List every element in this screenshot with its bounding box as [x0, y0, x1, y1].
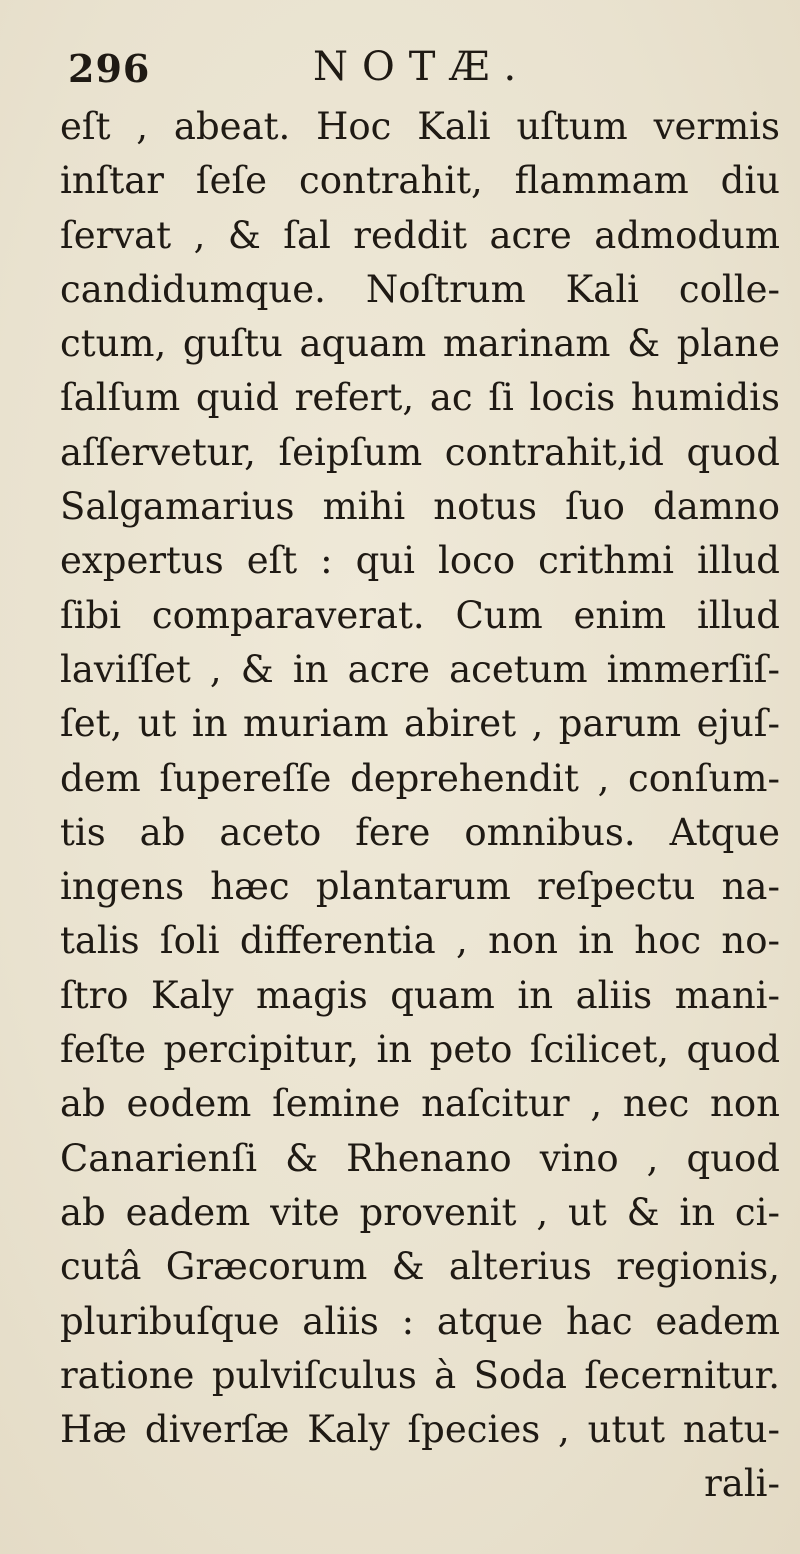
- catchword: rali-: [704, 1462, 780, 1506]
- text-line: dem ſupereſſe deprehendit , conſum-: [60, 756, 780, 800]
- text-line: ingens hæc plantarum reſpectu na-: [60, 865, 780, 909]
- running-head: NOTÆ.: [313, 44, 531, 90]
- text-line: ſervat , & ſal reddit acre admodum: [60, 213, 780, 257]
- text-line: ſibi comparaverat. Cum enim illud: [60, 593, 780, 637]
- text-line: talis ſoli differentia , non in hoc no-: [60, 919, 780, 963]
- text-line: cutâ Græcorum & alterius regionis,: [60, 1245, 780, 1289]
- text-line: ctum, guſtu aquam marinam & plane: [60, 322, 780, 366]
- text-line: ſalſum quid refert, ac ſi locis humidis: [60, 376, 780, 420]
- text-line: Salgamarius mihi notus ſuo damno: [60, 485, 780, 529]
- text-line: ab eodem ſemine naſcitur , nec non: [60, 1082, 780, 1126]
- text-line: ab eadem vite provenit , ut & in ci-: [60, 1190, 780, 1234]
- text-line: candidumque. Noſtrum Kali colle-: [60, 267, 780, 311]
- text-line: eſt , abeat. Hoc Kali uſtum vermis: [60, 105, 780, 148]
- text-line: inſtar ſeſe contrahit, flammam diu: [60, 159, 780, 203]
- page-header: [68, 40, 748, 96]
- page-number: 296: [68, 46, 151, 91]
- text-line: aſſervetur, ſeipſum contrahit,id quod: [60, 430, 780, 474]
- text-line: tis ab aceto fere omnibus. Atque: [60, 810, 780, 854]
- text-line: laviſſet , & in acre acetum immerſiſ-: [60, 647, 780, 691]
- text-line: Hæ diverſæ Kaly ſpecies , utut natu-: [60, 1408, 780, 1452]
- text-line: expertus eſt : qui loco crithmi illud: [60, 539, 780, 583]
- text-line: ſet, ut in muriam abiret , parum ejuſ-: [60, 702, 780, 746]
- text-line: ſtro Kaly magis quam in aliis mani-: [60, 973, 780, 1017]
- text-line: feſte percipitur, in peto ſcilicet, quod: [60, 1028, 780, 1072]
- text-body: [60, 100, 780, 1512]
- text-line: ratione pulviſculus à Soda ſecernitur.: [60, 1353, 780, 1397]
- text-line: Canarienſi & Rhenano vino , quod: [60, 1136, 780, 1180]
- text-line: pluribuſque aliis : atque hac eadem: [60, 1299, 780, 1343]
